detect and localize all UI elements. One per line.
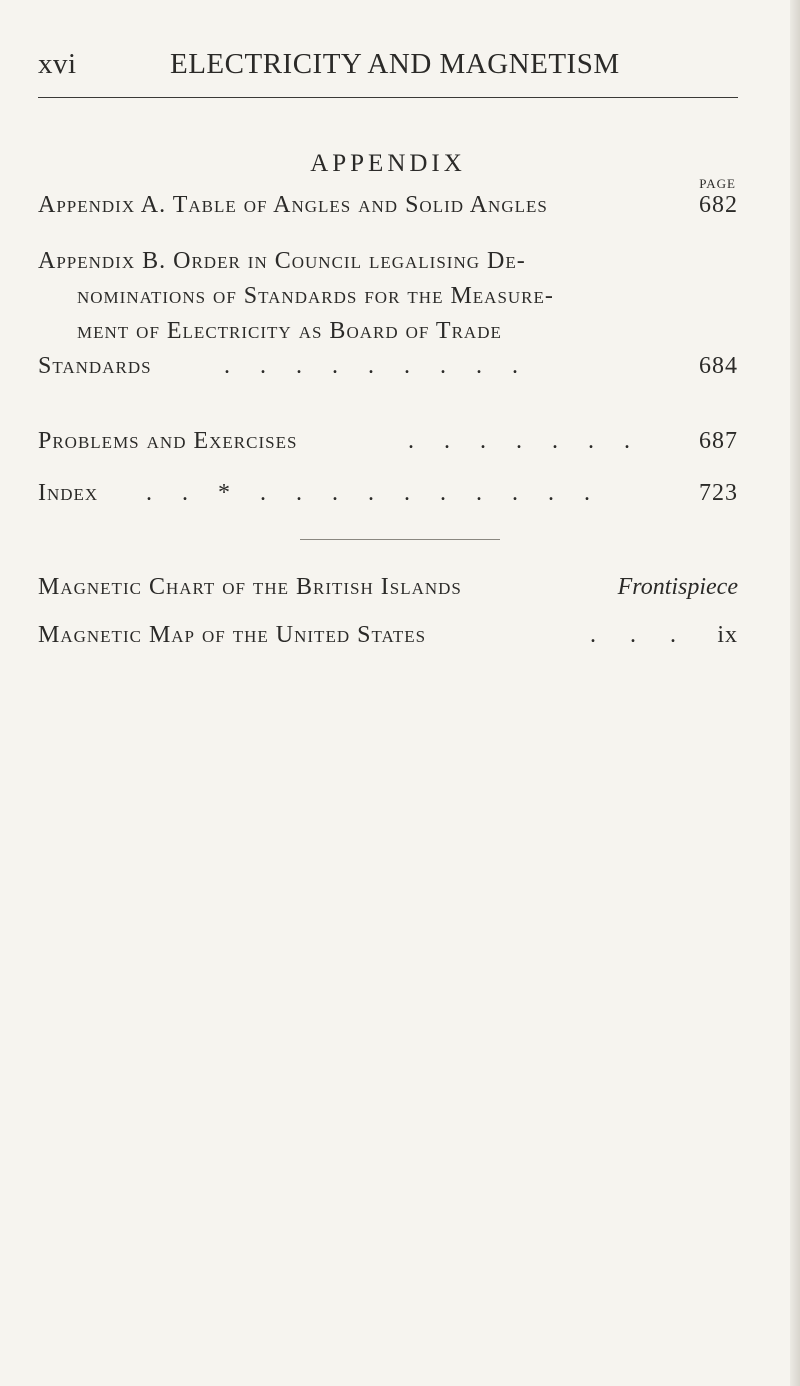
toc-entry-index[interactable] (38, 480, 738, 507)
toc-entry-problems[interactable] (38, 428, 738, 455)
illustration-title: Magnetic Chart of the British Islands (38, 574, 462, 600)
toc-entry-line: ment of Electricity as Board of Trade (77, 318, 502, 344)
toc-entry-appendix-b[interactable] (38, 248, 738, 378)
toc-entry-dots: . . . . . . . . . (224, 353, 530, 379)
illustration-entry-us-map[interactable] (38, 622, 738, 649)
section-title: APPENDIX (310, 150, 466, 177)
illustration-page: Frontispiece (617, 574, 738, 600)
running-head (38, 48, 738, 88)
toc-entry-page: 687 (699, 428, 738, 454)
toc-entry-line: nominations of Standards for the Measure- (77, 283, 554, 309)
illustration-entry-british-chart[interactable] (38, 574, 738, 601)
page-column-label: PAGE (699, 176, 736, 191)
toc-entry-title: Problems and Exercises (38, 428, 298, 454)
book-title: ELECTRICITY AND MAGNETISM (170, 48, 620, 80)
section-divider (300, 539, 500, 540)
page-edge (790, 0, 800, 1386)
header-rule (38, 97, 738, 98)
toc-entry-dots: . . . . . . . (408, 428, 642, 454)
illustration-title: Magnetic Map of the United States (38, 622, 427, 648)
page-folio: xvi (38, 48, 77, 80)
toc-entry-page: 682 (699, 192, 738, 218)
illustration-page: ix (717, 622, 738, 648)
illustration-dots: . . . (590, 622, 690, 648)
toc-entry-page: 723 (699, 480, 738, 506)
toc-entry-appendix-a[interactable] (38, 192, 738, 219)
toc-entry-line: Standards (38, 353, 152, 379)
toc-entry-title: Index (38, 480, 99, 506)
toc-entry-dots: . . * . . . . . . . . . . (146, 480, 602, 506)
toc-entry-title: Appendix A. Table of Angles and Solid Angles (38, 192, 548, 218)
toc-entry-line: Appendix B. Order in Council legalising De- (38, 248, 526, 274)
toc-entry-page: 684 (699, 353, 738, 379)
